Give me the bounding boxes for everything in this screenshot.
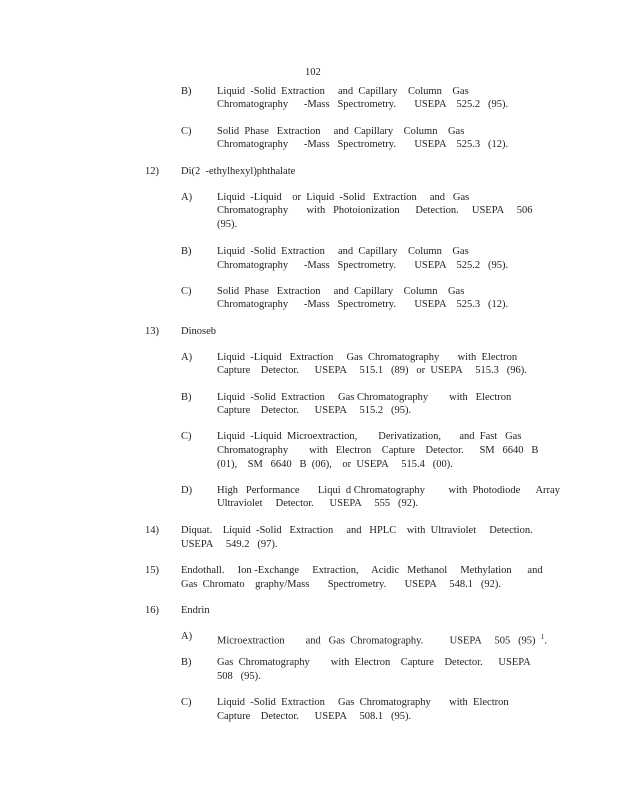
section-number: 13) [145, 326, 159, 337]
text-line: Capture Detector. USEPA 508.1 (95). [217, 711, 412, 722]
section-number: 15) [145, 565, 159, 576]
item-label: B) [181, 392, 192, 403]
section-heading: Endrin [181, 605, 210, 616]
text-line: Solid Phase Extraction and Capillary Column Gas [217, 286, 465, 297]
section-heading: Dinoseb [181, 326, 216, 337]
text-line: Capture Detector. USEPA 515.1 (89) or USEPA 515.3 (96). [217, 365, 527, 376]
item-label: A) [181, 631, 193, 642]
text-line: Ultraviolet Detector. USEPA 555 (92). [217, 498, 419, 509]
text-line: Liquid -Solid Extraction and Capillary Column Gas [217, 86, 469, 97]
section-number: 12) [145, 166, 159, 177]
text-line: (01), SM 6640 B (06), or USEPA 515.4 (00). [217, 459, 453, 470]
section-text: USEPA 549.2 (97). [181, 539, 278, 550]
footnote-marker: 1 [540, 633, 545, 641]
item-label: C) [181, 431, 192, 442]
text-line: Chromatography -Mass Spectrometry. USEPA 525.3 (12). [217, 299, 509, 310]
text-line: Liquid -Solid Extraction and Capillary Column Gas [217, 246, 469, 257]
text-line: Liquid -Solid Extraction Gas Chromatography with Electron [217, 392, 512, 403]
item-label: A) [181, 192, 193, 203]
text-line: Chromatography with Photoionization Detection. USEPA 506 [217, 205, 533, 216]
section-text: Gas Chromato graphy/Mass Spectrometry. USEPA 548.1 (92). [181, 579, 502, 590]
text-line: (95). [217, 219, 238, 230]
text-line-tail: . [544, 635, 547, 647]
text-line: Chromatography -Mass Spectrometry. USEPA 525.2 (95). [217, 260, 509, 271]
text-line: Liquid -Liquid Microextraction, Derivatization, and Fast Gas [217, 431, 522, 442]
page-number: 102 [305, 67, 321, 78]
text-line: Liquid -Solid Extraction Gas Chromatography with Electron [217, 697, 509, 708]
item-label: C) [181, 286, 192, 297]
text-line: Liquid -Liquid or Liquid -Solid Extraction and Gas [217, 192, 470, 203]
text-line: Chromatography -Mass Spectrometry. USEPA 525.2 (95). [217, 99, 509, 110]
item-label: B) [181, 86, 192, 97]
item-label: B) [181, 246, 192, 257]
section-heading: Di(2 -ethylhexyl)phthalate [181, 166, 296, 177]
item-label: A) [181, 352, 193, 363]
item-label: C) [181, 126, 192, 137]
section-number: 16) [145, 605, 159, 616]
text-line: Capture Detector. USEPA 515.2 (95). [217, 405, 412, 416]
section-text: Diquat. Liquid -Solid Extraction and HPLC with Ultraviolet Detection. [181, 525, 533, 536]
text-line: Chromatography -Mass Spectrometry. USEPA 525.3 (12). [217, 139, 509, 150]
section-number: 14) [145, 525, 159, 536]
text-line: Chromatography with Electron Capture Detector. SM 6640 B [217, 445, 539, 456]
item-label: B) [181, 657, 192, 668]
item-label: D) [181, 485, 193, 496]
text-line: High Performance Liqui d Chromatography with Photodiode Array [217, 485, 560, 496]
text-line [217, 630, 547, 649]
text-line: Gas Chromatography with Electron Capture Detector. USEPA [217, 657, 531, 668]
item-label: C) [181, 697, 192, 708]
text-line: 508 (95). [217, 671, 261, 682]
text-line: Solid Phase Extraction and Capillary Column Gas [217, 126, 465, 137]
section-text: Endothall. Ion -Exchange Extraction, Acidic Methanol Methylation and [181, 565, 543, 576]
text-line-main: Microextraction and Gas Chromatography. USEPA 505 (95) [217, 635, 541, 647]
text-line: Liquid -Liquid Extraction Gas Chromatography with Electron [217, 352, 518, 363]
